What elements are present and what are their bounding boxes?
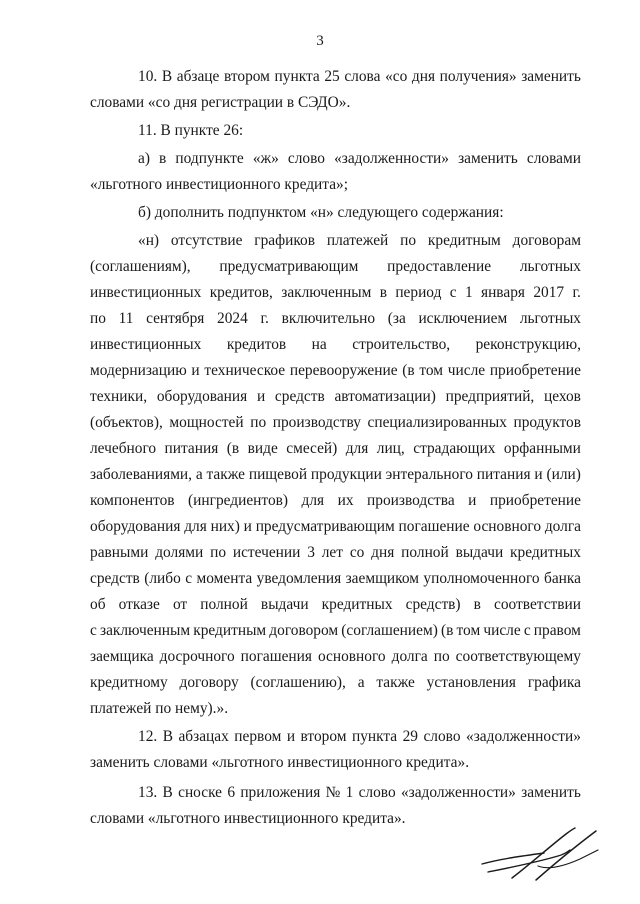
word: по	[433, 648, 450, 665]
word: от	[172, 596, 188, 613]
word: а	[195, 466, 203, 483]
word: абзаце	[176, 68, 220, 85]
word: (в	[440, 622, 454, 639]
word: «задолженности»	[334, 150, 449, 167]
word: договором	[269, 622, 339, 639]
word: кредитному	[90, 674, 168, 691]
word: погашения	[240, 648, 312, 665]
word: приобретение	[489, 492, 581, 509]
word: (объектов),	[90, 414, 163, 431]
text-line	[90, 332, 581, 358]
word: с	[90, 622, 97, 639]
text-line: «льготного инвестиционного кредита»;	[90, 176, 348, 193]
text-line: б) дополнить подпунктом «н» следующего содержания:	[138, 204, 504, 221]
word: словами	[526, 150, 581, 167]
text-line	[90, 540, 581, 566]
handwritten-signature	[478, 826, 608, 886]
word: и	[468, 492, 477, 509]
word: средств)	[405, 596, 461, 613]
word: «со	[385, 68, 408, 85]
word: (в	[226, 440, 240, 457]
word: слово	[423, 728, 461, 745]
word: полной	[401, 544, 449, 561]
word: том	[456, 622, 481, 639]
word: и	[256, 388, 266, 405]
word: пункта	[274, 68, 320, 85]
word: также	[376, 674, 415, 691]
word: смесей)	[286, 440, 338, 457]
word: заменить	[521, 784, 581, 801]
word: договору	[179, 674, 239, 691]
word: пункта	[351, 728, 398, 745]
word: на	[311, 336, 327, 353]
word: питания	[164, 440, 219, 457]
word: долга	[544, 518, 581, 535]
word: предусматривающим	[219, 258, 359, 275]
word: них)	[210, 518, 240, 535]
text-line	[90, 228, 581, 254]
word: января	[480, 284, 525, 301]
word: (за	[387, 310, 406, 327]
word: оборудования	[90, 518, 181, 535]
word: первом	[234, 728, 282, 745]
word: уполномоченного	[423, 570, 540, 587]
text-line	[90, 280, 581, 306]
word: кредитных	[510, 544, 581, 561]
word: пищевой	[248, 466, 308, 483]
word: исключением	[418, 310, 508, 327]
word: том	[419, 362, 444, 379]
word: предусматривающим	[255, 518, 395, 535]
word: числе	[483, 622, 521, 639]
word: правом	[533, 622, 581, 639]
word: предприятий,	[445, 388, 535, 405]
word: лет	[321, 544, 343, 561]
text-line	[90, 488, 581, 514]
word: реконструкцию,	[475, 336, 581, 353]
word: и	[243, 518, 252, 535]
word: кредитов	[226, 336, 287, 353]
word: отказе	[118, 596, 160, 613]
text-line	[90, 592, 581, 618]
word: погашение	[398, 518, 470, 535]
word: энтерального	[385, 466, 473, 483]
word: втором	[300, 728, 347, 745]
word: (соглашениям),	[90, 258, 191, 275]
word: строительство,	[352, 336, 451, 353]
word: В	[161, 68, 173, 85]
word: инвестиционных	[90, 284, 202, 301]
word: с	[185, 570, 193, 587]
text-line	[90, 514, 581, 540]
word: 29	[402, 728, 418, 745]
word: по	[90, 310, 106, 327]
word: втором	[223, 68, 270, 85]
word: включительно	[281, 310, 376, 327]
word: договорам	[512, 232, 581, 249]
word: кредитным	[193, 622, 267, 639]
word: долга	[391, 648, 428, 665]
word: соответствии	[494, 596, 581, 613]
word: сентября	[146, 310, 205, 327]
word: кредитным	[427, 232, 501, 249]
word: их	[337, 492, 354, 509]
word: а)	[138, 150, 150, 167]
word: заболеваниями,	[90, 466, 193, 483]
word: «ж»	[252, 150, 279, 167]
word: дня	[411, 68, 436, 85]
word: питания	[476, 466, 531, 483]
word: получения»	[439, 68, 517, 85]
word: автоматизации)	[334, 388, 436, 405]
word: полной	[200, 596, 248, 613]
word: абзацах	[178, 728, 229, 745]
word: 11	[118, 310, 134, 327]
word: В	[162, 728, 173, 745]
word: заменить	[521, 68, 581, 85]
word: об	[90, 596, 106, 613]
word: период	[395, 284, 442, 301]
word: В	[162, 784, 173, 801]
word: с	[523, 622, 531, 639]
word: соответствующему	[455, 648, 581, 665]
word: момента	[196, 570, 253, 587]
text-line	[90, 358, 581, 384]
word: модернизацию	[90, 362, 187, 379]
word: для	[184, 518, 207, 535]
word: страдающих	[413, 440, 496, 457]
word: 13.	[138, 784, 158, 801]
text-line: словами «льготного инвестиционного кредита».	[90, 810, 406, 827]
word: 6	[227, 784, 236, 801]
word: приложения	[240, 784, 321, 801]
word: равными	[90, 544, 149, 561]
word: оборудования	[156, 388, 248, 405]
word: отсутствие	[170, 232, 243, 249]
word: заемщика	[90, 648, 154, 665]
document-body	[90, 64, 581, 832]
word: 2024	[217, 310, 248, 327]
word: виде	[247, 440, 278, 457]
word: графиков	[254, 232, 316, 249]
word: в	[473, 596, 481, 613]
word: графика	[527, 674, 581, 691]
word: долями	[155, 544, 204, 561]
word: выдачи	[455, 544, 504, 561]
word: подпункте	[175, 150, 244, 167]
word: «н)	[138, 232, 160, 249]
word: (либо	[144, 570, 181, 587]
text-line	[90, 644, 581, 670]
word: уведомления	[256, 570, 342, 587]
text-line: заменить словами «льготного инвестиционного кредита».	[90, 754, 470, 771]
text-line	[90, 384, 581, 410]
word: кредитных	[321, 596, 393, 613]
word: (соглашению),	[250, 674, 346, 691]
word: сноске	[178, 784, 223, 801]
word: (ингредиентов)	[188, 492, 289, 509]
word: со	[349, 544, 365, 561]
word: 2017	[533, 284, 565, 301]
word: и	[286, 728, 296, 745]
page-number: 3	[316, 33, 324, 49]
word: «задолженности»	[400, 784, 516, 801]
word: в	[379, 284, 387, 301]
word: для	[345, 440, 369, 457]
word: мощностей	[169, 414, 244, 431]
text-line	[90, 566, 581, 592]
word: заменить	[458, 150, 518, 167]
word: инвестиционных	[90, 336, 202, 353]
word: (соглашением)	[341, 622, 438, 639]
word: также	[206, 466, 245, 483]
word: льготных	[519, 258, 581, 275]
word: заключенным	[281, 284, 372, 301]
word: техническое	[204, 362, 286, 379]
word: производства	[367, 492, 455, 509]
word: 3	[307, 544, 315, 561]
word: и	[534, 466, 543, 483]
text-line: словами «со дня регистрации в СЭДО».	[90, 94, 351, 111]
word: слова	[344, 68, 381, 85]
word: банка	[544, 570, 581, 587]
word: а	[357, 674, 365, 691]
text-line	[90, 724, 581, 750]
word: производству	[272, 414, 361, 431]
text-line: платежей по нему).».	[90, 700, 229, 717]
text-line	[90, 780, 581, 806]
word: специализированных	[367, 414, 507, 431]
word: компонентов	[90, 492, 175, 509]
word: средств	[90, 570, 140, 587]
word: установления	[426, 674, 517, 691]
word: выдачи	[260, 596, 309, 613]
word: орфанными	[503, 440, 581, 457]
word: предоставление	[387, 258, 492, 275]
word: основного	[473, 518, 542, 535]
word: (в	[402, 362, 415, 379]
word: основного	[317, 648, 386, 665]
word: продукции	[310, 466, 382, 483]
text-line	[90, 306, 581, 332]
word: слово	[358, 784, 396, 801]
text-line: 11. В пункте 26:	[138, 122, 244, 139]
word: цехов	[544, 388, 581, 405]
word: льготных	[519, 310, 581, 327]
text-line	[90, 436, 581, 462]
word: г.	[260, 310, 269, 327]
word: техники,	[90, 388, 148, 405]
word: по	[400, 232, 417, 249]
word: числе	[447, 362, 486, 379]
word: по	[250, 414, 267, 431]
word: дня	[371, 544, 395, 561]
word: заключенным	[99, 622, 191, 639]
word: лиц,	[376, 440, 405, 457]
word: №	[325, 784, 341, 801]
word: платежей	[326, 232, 389, 249]
text-line	[90, 618, 581, 644]
word: истечении	[232, 544, 301, 561]
word: «задолженности»	[466, 728, 581, 745]
word: в	[159, 150, 167, 167]
text-line	[90, 462, 581, 488]
word: 25	[324, 68, 340, 85]
word: 12.	[138, 728, 158, 745]
text-line	[90, 146, 581, 172]
word: приобретение	[489, 362, 581, 379]
word: 1	[345, 784, 354, 801]
word: (или)	[546, 466, 581, 483]
word: 10.	[138, 68, 158, 85]
word: г.	[572, 284, 581, 301]
word: заемщиком	[345, 570, 419, 587]
word: продуктов	[513, 414, 581, 431]
text-line	[90, 64, 581, 90]
word: лечебного	[90, 440, 157, 457]
text-line	[90, 670, 581, 696]
word: и	[191, 362, 200, 379]
word: средств	[274, 388, 325, 405]
word: досрочного	[159, 648, 235, 665]
word: для	[301, 492, 325, 509]
word: слово	[287, 150, 325, 167]
word: перевооружение	[289, 362, 398, 379]
word: 1	[464, 284, 473, 301]
text-line	[90, 410, 581, 436]
text-line	[90, 254, 581, 280]
word: с	[449, 284, 457, 301]
word: кредитов,	[209, 284, 273, 301]
word: по	[210, 544, 227, 561]
